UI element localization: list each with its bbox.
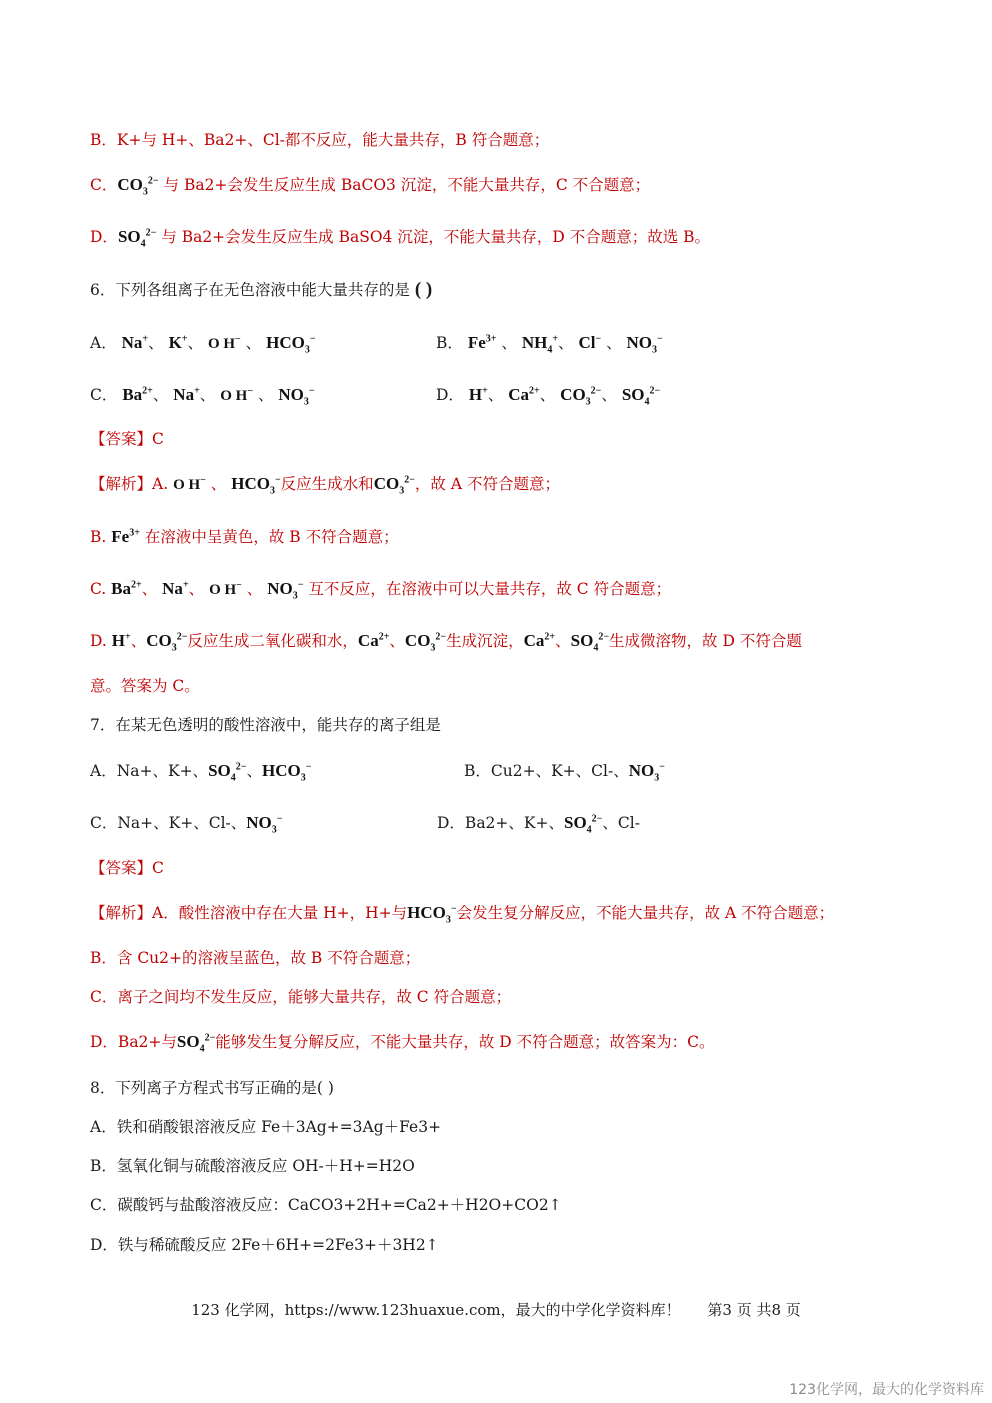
q8-option-c: C．碳酸钙与盐酸溶液反应：CaCO3+2H+=Ca2+＋H2O+CO2↑ [90, 1196, 562, 1214]
q6-stem: 6．下列各组离子在无色溶液中能大量共存的是 ( ) [90, 279, 433, 300]
q7-analysis-b: B．含 Cu2+的溶液呈蓝色，故 B 不符合题意； [90, 949, 421, 967]
q6-option-d: D． H+、 $Ca^{2+}$、 $CO_3^{2-}$、 $SO_4^{2-}$ [436, 385, 661, 408]
q6-option-b: B． $Fe^{3+}$ 、 $NH_4^+$、 Cl− 、 $NO_3^-$ [436, 333, 663, 356]
q6-option-a: A． Na+、 K+、 O H− 、 $HCO_3^-$ [90, 333, 316, 356]
q6-analysis-c: C. $Ba^{2+}$、 Na+、 O H− 、 $NO_3^-$ 互不反应，在溶液中可以大量共存，故 C 符合题意； [90, 579, 672, 602]
watermark: 123化学网，最大的化学资料库 [789, 1382, 984, 1398]
q7-answer: 【答案】C [90, 859, 164, 877]
q8-option-a: A．铁和硝酸银溶液反应 Fe＋3Ag+=3Ag＋Fe3+ [90, 1118, 442, 1136]
q7-stem: 7．在某无色透明的酸性溶液中，能共存的离子组是 [90, 716, 441, 734]
footer-page-number: 第3 页 共8 页 [707, 1301, 801, 1319]
q7-option-a: A．Na+、K+、$SO_4^{2-}$、$HCO_3^-$ [90, 761, 312, 784]
q5-option-b: B．K+与 H+、Ba2+、Cl-都不反应，能大量共存，B 符合题意； [90, 131, 550, 149]
q6-analysis-b: B. $Fe^{3+}$ 在溶液中呈黄色，故 B 不符合题意； [90, 527, 399, 546]
q6-analysis-a: 【解析】A. O H− 、 $HCO_3^-$反应生成水和$CO_3^{2-}$，故 A 不符合题意； [90, 474, 560, 497]
page-footer [0, 1299, 992, 1320]
q5-option-d: D．$SO_4^{2-}$ 与 Ba2+会发生反应生成 BaSO4 沉淀，不能大量共存，D 不合题意；故选 B。 [90, 227, 711, 250]
q8-stem: 8．下列离子方程式书写正确的是( ) [90, 1079, 334, 1097]
q7-analysis-a: 【解析】A．酸性溶液中存在大量 H+，H+与$HCO_3^-$会发生复分解反应，不能大量共存，故 A 不符合题意； [90, 903, 835, 926]
q8-option-b: B．氢氧化铜与硫酸溶液反应 OH-＋H+=H2O [90, 1157, 415, 1175]
q7-analysis-d: D．Ba2+与$SO_4^{2-}$能够发生复分解反应，不能大量共存，故 D 不符合题意；故答案为：C。 [90, 1032, 715, 1055]
q6-answer: 【答案】C [90, 430, 164, 448]
q7-analysis-c: C．离子之间均不发生反应，能够大量共存，故 C 符合题意； [90, 988, 512, 1006]
q7-option-b: B．Cu2+、K+、Cl-、$NO_3^-$ [464, 761, 665, 784]
q8-option-d: D．铁与稀硫酸反应 2Fe＋6H+=2Fe3+＋3H2↑ [90, 1236, 439, 1254]
q7-option-d: D．Ba2+、K+、$SO_4^{2-}$、Cl- [437, 813, 640, 836]
q6-option-c: C． $Ba^{2+}$、 Na+、 O H− 、 $NO_3^-$ [90, 385, 315, 408]
q6-analysis-d-cont: 意。答案为 C。 [90, 677, 200, 695]
q5-option-c: C．$CO_3^{2-}$ 与 Ba2+会发生反应生成 BaCO3 沉淀，不能大量共存，C 不合题意； [90, 175, 651, 198]
q7-option-c: C．Na+、K+、Cl-、$NO_3^-$ [90, 813, 283, 836]
footer-site-text: 123 化学网，https://www.123huaxue.com，最大的中学化学资料库！ [191, 1301, 681, 1319]
q6-analysis-d: D. H+、$CO_3^{2-}$反应生成二氧化碳和水，$Ca^{2+}$、$CO_3^{2-}$生成沉淀，$Ca^{2+}$、$SO_4^{2-}$生成微溶物，故 D 不符合题 [90, 631, 802, 654]
